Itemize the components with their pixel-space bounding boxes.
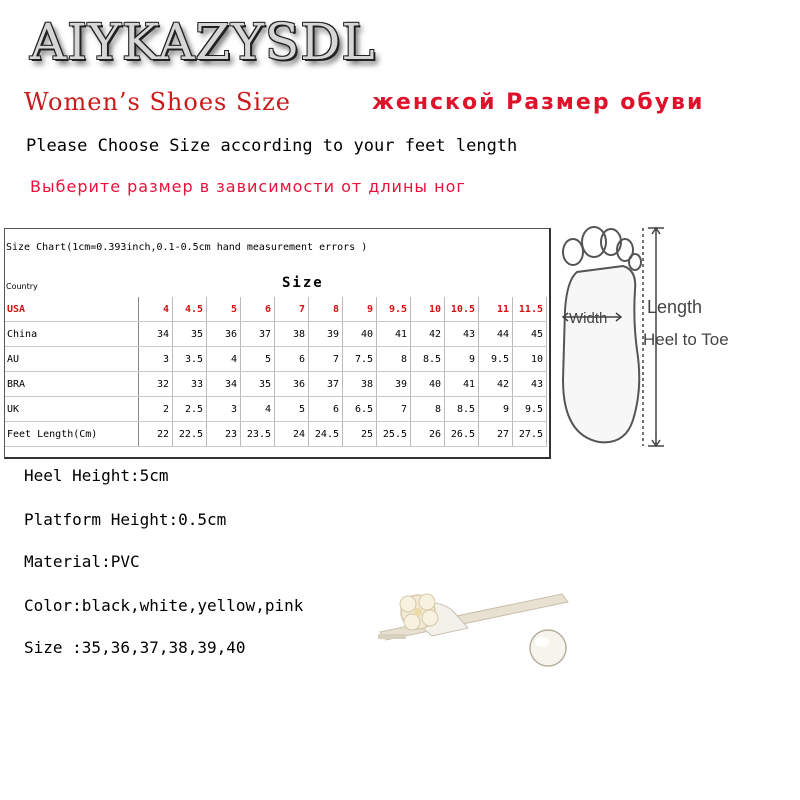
table-cell: 34: [207, 372, 241, 397]
table-cell: 9: [479, 397, 513, 422]
detail-material: Material:PVC: [24, 552, 140, 571]
width-label: Width: [569, 310, 608, 327]
table-cell: 38: [343, 372, 377, 397]
table-cell: 22: [139, 422, 173, 447]
table-cell: 23.5: [241, 422, 275, 447]
table-cell: 4: [139, 297, 173, 322]
table-cell: 9.5: [377, 297, 411, 322]
table-cell: 5: [241, 347, 275, 372]
table-cell: 41: [445, 372, 479, 397]
table-cell: 4.5: [173, 297, 207, 322]
table-cell: 34: [139, 322, 173, 347]
table-cell: 27.5: [513, 422, 547, 447]
table-cell: 42: [411, 322, 445, 347]
table-cell: 6: [309, 397, 343, 422]
table-cell: 10: [513, 347, 547, 372]
table-cell: 22.5: [173, 422, 207, 447]
table-cell: 8: [411, 397, 445, 422]
table-cell: 6.5: [343, 397, 377, 422]
table-cell: 43: [513, 372, 547, 397]
table-cell: 9.5: [479, 347, 513, 372]
row-label: USA: [5, 297, 139, 322]
table-cell: 10.5: [445, 297, 479, 322]
table-cell: 10: [411, 297, 445, 322]
table-cell: 7: [309, 347, 343, 372]
instruction-russian: Выберите размер в зависимости от длины ног: [30, 177, 466, 196]
table-cell: 25.5: [377, 422, 411, 447]
table-cell: 6: [241, 297, 275, 322]
table-cell: 23: [207, 422, 241, 447]
table-cell: 26.5: [445, 422, 479, 447]
table-row-uk: [5, 397, 547, 422]
table-cell: 4: [241, 397, 275, 422]
subtitle-english: Women’s Shoes Size: [24, 88, 291, 116]
table-cell: 9: [445, 347, 479, 372]
subtitle-russian: женской Размер обуви: [372, 90, 705, 115]
table-cell: 39: [377, 372, 411, 397]
table-cell: 6: [275, 347, 309, 372]
detail-size: Size :35,36,37,38,39,40: [24, 638, 246, 657]
table-cell: 8: [377, 347, 411, 372]
detail-heel-height: Heel Height:5cm: [24, 466, 169, 485]
table-row-au: [5, 347, 547, 372]
table-cell: 7: [275, 297, 309, 322]
row-label: UK: [5, 397, 139, 422]
size-header: Size: [282, 275, 324, 291]
table-cell: 3: [207, 397, 241, 422]
table-cell: 40: [411, 372, 445, 397]
table-cell: 3.5: [173, 347, 207, 372]
table-row-feet-length: [5, 422, 547, 447]
instruction-english: Please Choose Size according to your feet length: [26, 136, 518, 156]
table-cell: 36: [275, 372, 309, 397]
table-cell: 9: [343, 297, 377, 322]
country-header: Country: [6, 282, 38, 291]
table-cell: 5: [207, 297, 241, 322]
size-table: [5, 297, 547, 447]
table-cell: 2.5: [173, 397, 207, 422]
table-cell: 42: [479, 372, 513, 397]
table-cell: 36: [207, 322, 241, 347]
table-cell: 11.5: [513, 297, 547, 322]
brand-logo: AIYKAZYSDL: [30, 13, 376, 71]
detail-color: Color:black,white,yellow,pink: [24, 596, 304, 615]
table-cell: 5: [275, 397, 309, 422]
table-cell: 24.5: [309, 422, 343, 447]
table-cell: 35: [173, 322, 207, 347]
table-cell: 37: [309, 372, 343, 397]
foot-measurement-diagram: [549, 220, 749, 482]
heel-to-toe-label: Heel to Toe: [643, 330, 729, 349]
table-cell: 32: [139, 372, 173, 397]
table-cell: 11: [479, 297, 513, 322]
length-label: Length: [647, 297, 703, 317]
table-row-usa: [5, 297, 547, 322]
table-cell: 8.5: [411, 347, 445, 372]
table-cell: 40: [343, 322, 377, 347]
table-cell: 39: [309, 322, 343, 347]
table-cell: 3: [139, 347, 173, 372]
foot-outline-icon: [563, 227, 641, 442]
product-sandal-image: [372, 574, 582, 682]
table-cell: 25: [343, 422, 377, 447]
table-cell: 35: [241, 372, 275, 397]
table-cell: 37: [241, 322, 275, 347]
table-row-bra: [5, 372, 547, 397]
table-cell: 7.5: [343, 347, 377, 372]
size-chart-caption: Size Chart(1cm=0.393inch,0.1-0.5cm hand measurement errors ): [6, 242, 368, 253]
row-label: China: [5, 322, 139, 347]
table-cell: 44: [479, 322, 513, 347]
table-cell: 33: [173, 372, 207, 397]
row-label: BRA: [5, 372, 139, 397]
table-cell: 41: [377, 322, 411, 347]
table-cell: 27: [479, 422, 513, 447]
table-cell: 43: [445, 322, 479, 347]
table-cell: 38: [275, 322, 309, 347]
table-cell: 8: [309, 297, 343, 322]
detail-platform-height: Platform Height:0.5cm: [24, 510, 227, 529]
row-label: Feet Length(Cm): [5, 422, 139, 447]
table-cell: 7: [377, 397, 411, 422]
row-label: AU: [5, 347, 139, 372]
table-cell: 45: [513, 322, 547, 347]
table-cell: 26: [411, 422, 445, 447]
table-cell: 24: [275, 422, 309, 447]
table-cell: 4: [207, 347, 241, 372]
table-cell: 8.5: [445, 397, 479, 422]
table-cell: 2: [139, 397, 173, 422]
table-cell: 9.5: [513, 397, 547, 422]
table-row-china: [5, 322, 547, 347]
